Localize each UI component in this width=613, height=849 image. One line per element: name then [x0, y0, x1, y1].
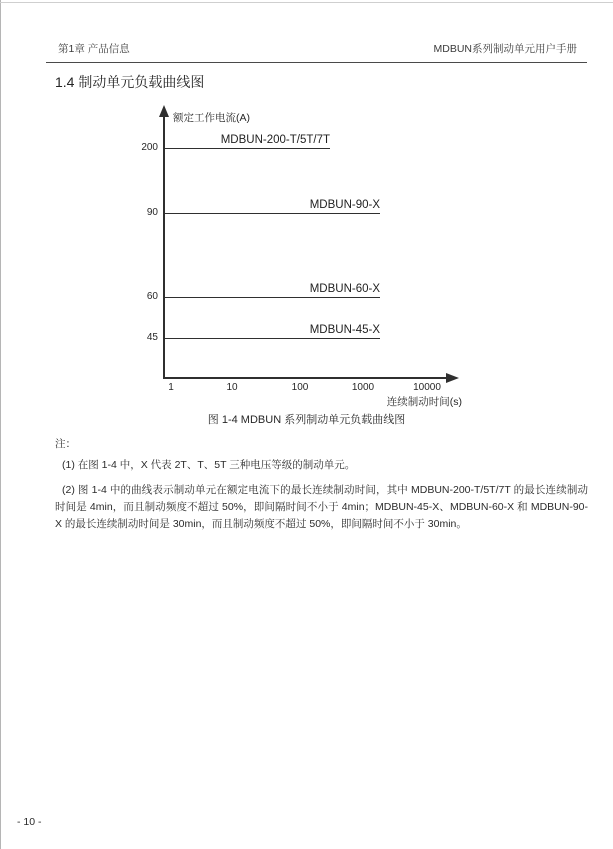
y-tick-200: 200 — [141, 142, 158, 153]
x-tick-10: 10 — [226, 382, 238, 393]
note-item-1: (1) 在图 1-4 中，X 代表 2T、T、5T 三种电压等级的制动单元。 — [62, 459, 356, 471]
page-number: - 10 - — [17, 816, 42, 828]
series-line-mdbun-60 — [164, 297, 380, 298]
series-label-mdbun-200: MDBUN-200-T/5T/7T — [220, 134, 330, 146]
notes-label: 注： — [55, 438, 76, 450]
header-chapter: 第1章 产品信息 — [58, 43, 130, 55]
series-line-mdbun-90 — [164, 213, 380, 214]
x-tick-1: 1 — [168, 382, 174, 393]
series-line-mdbun-45 — [164, 338, 380, 339]
notes-section — [55, 436, 588, 541]
note-item-2: (2) 图 1-4 中的曲线表示制动单元在额定电流下的最长连续制动时间，其中 MDBUN-200-T/5T/7T 的最长连续制动时间是 4min，而且制动频度不超过 50%，即间隔时间不小于 4min；MDBUN-45-X、MDBUN-60-X 和 MDBUN-90-X 的最长连续制动时间是 30min，而且制动频度不超过 50%，即间隔时间不小于 30min。 — [55, 484, 588, 530]
series-line-mdbun-200 — [164, 148, 330, 149]
series-label-mdbun-60: MDBUN-60-X — [309, 283, 380, 295]
header-rule — [46, 62, 587, 63]
header-manual-title: MDBUN系列制动单元用户手册 — [433, 43, 577, 55]
x-axis-line — [163, 377, 447, 379]
page-edge-top — [0, 2, 613, 3]
y-tick-60: 60 — [146, 291, 158, 302]
series-label-mdbun-90: MDBUN-90-X — [309, 199, 380, 211]
y-tick-45: 45 — [146, 332, 158, 343]
figure-caption: 图 1-4 MDBUN 系列制动单元负载曲线图 — [207, 414, 406, 426]
y-tick-90: 90 — [146, 207, 158, 218]
x-tick-1000: 1000 — [351, 382, 375, 393]
y-axis-label: 额定工作电流(A) — [173, 112, 250, 124]
x-tick-10000: 10000 — [413, 382, 441, 393]
x-tick-100: 100 — [291, 382, 309, 393]
section-title: 1.4 制动单元负载曲线图 — [55, 74, 205, 90]
series-label-mdbun-45: MDBUN-45-X — [309, 324, 380, 336]
x-axis-label: 连续制动时间(s) — [386, 396, 462, 408]
